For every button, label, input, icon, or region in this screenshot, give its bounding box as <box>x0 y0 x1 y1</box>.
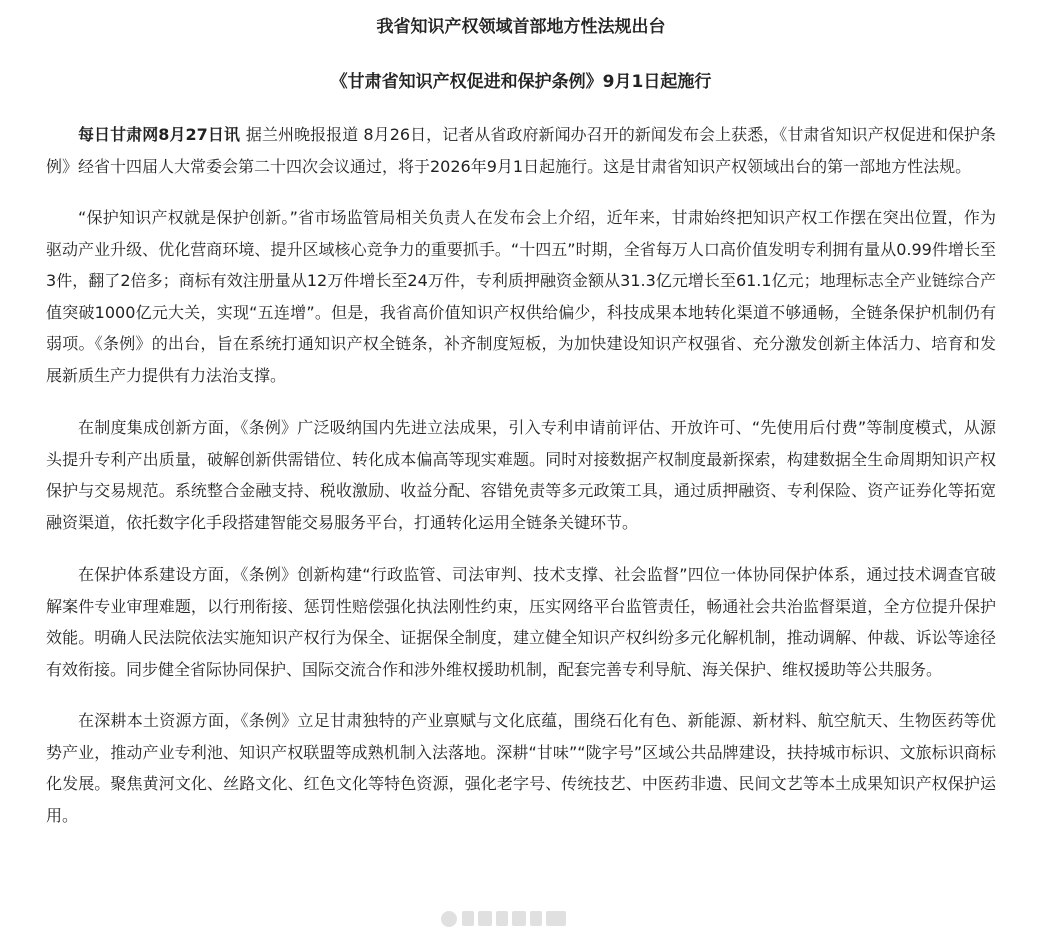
article-title: 我省知识产权领域首部地方性法规出台 <box>376 17 666 37</box>
article-subtitle: 《甘肃省知识产权促进和保护条例》9月1日起施行 <box>330 72 712 92</box>
article <box>46 0 996 831</box>
paragraph-4: 在保护体系建设方面，《条例》创新构建“行政监管、司法审判、技术支撑、社会监督”四位一体协同保护体系，通过技术调查官破解案件专业审理难题，以行刑衔接、惩罚性赔偿强化执法刚性约束，压实网络平台监管责任，畅通社会共治监督渠道，全方位提升保护效能。明确人民法院依法实施知识产权行为保全、证据保全制度，建立健全知识产权纠纷多元化解机制，推动调解、仲裁、诉讼等途径有效衔接。同步健全省际协同保护、国际交流合作和涉外维权援助机制，配套完善专利导航、海关保护、维权援助等公共服务。 <box>46 565 996 679</box>
weibo-watermark-logo <box>438 906 572 932</box>
paragraph-intro <box>46 119 996 182</box>
paragraph-2: “保护知识产权就是保护创新。”省市场监管局相关负责人在发布会上介绍，近年来，甘肃始终把知识产权工作摆在突出位置，作为驱动产业升级、优化营商环境、提升区域核心竞争力的重要抓手。“十四五”时期，全省每万人口高价值发明专利拥有量从0.99件增长至3件，翻了2倍多；商标有效注册量从12万件增长至24万件，专利质押融资金额从31.3亿元增长至61.1亿元；地理标志全产业链综合产值突破1000亿元大关，实现“五连增”。但是，我省高价值知识产权供给偏少，科技成果本地转化渠道不够通畅，全链条保护机制仍有弱项。《条例》的出台，旨在系统打通知识产权全链条，补齐制度短板，为加快建设知识产权强省、充分激发创新主体活力、培育和发展新质生产力提供有力法治支撑。 <box>46 208 996 385</box>
paragraph-5: 在深耕本土资源方面，《条例》立足甘肃独特的产业禀赋与文化底蕴，围绕石化有色、新能源、新材料、航空航天、生物医药等优势产业，推动产业专利池、知识产权联盟等成熟机制入法落地。深耕“甘味”“陇字号”区域公共品牌建设，扶持城市标识、文旅标识商标化发展。聚焦黄河文化、丝路文化、红色文化等特色资源，强化老字号、传统技艺、中医药非遗、民间文艺等本土成果知识产权保护运用。 <box>46 711 996 825</box>
paragraph-intro-text: 据兰州晚报报道 8月26日，记者从省政府新闻办召开的新闻发布会上获悉，《甘肃省知识产权促进和保护条例》经省十四届人大常委会第二十四次会议通过，将于2026年9月1日起施行。这是甘肃省知识产权领域出台的第一部地方性法规。 <box>46 125 996 176</box>
paragraph-3: 在制度集成创新方面，《条例》广泛吸纳国内先进立法成果，引入专利申请前评估、开放许可、“先使用后付费”等制度模式，从源头提升专利产出质量，破解创新供需错位、转化成本偏高等现实难题。同时对接数据产权制度最新探索，构建数据全生命周期知识产权保护与交易规范。系统整合金融支持、税收激励、收益分配、容错免责等多元政策工具，通过质押融资、专利保险、资产证券化等拓宽融资渠道，依托数字化手段搭建智能交易服务平台，打通转化运用全链条关键环节。 <box>46 418 996 532</box>
lead-source: 每日甘肃网8月27日讯 <box>78 125 240 144</box>
